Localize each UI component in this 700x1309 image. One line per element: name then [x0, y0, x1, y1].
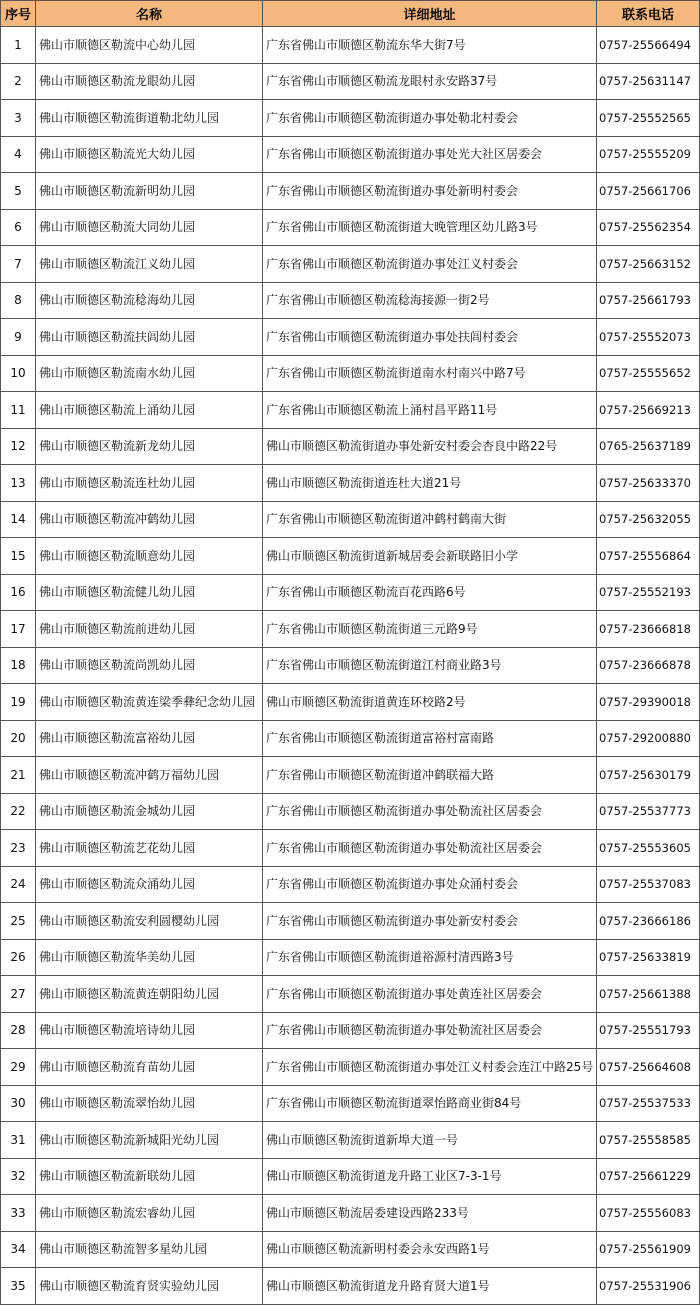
row-seq: 23	[1, 830, 36, 867]
row-address: 广东省佛山市顺德区勒流街道南水村南兴中路7号	[263, 355, 597, 392]
table-body	[1, 27, 700, 1305]
table-row	[1, 173, 700, 210]
table-row	[1, 976, 700, 1013]
row-phone: 0757-23666878	[597, 647, 700, 684]
row-seq: 2	[1, 63, 36, 100]
row-phone: 0757-25630179	[597, 757, 700, 794]
header-row	[1, 1, 700, 27]
row-seq: 30	[1, 1085, 36, 1122]
table-row	[1, 1158, 700, 1195]
row-phone: 0757-25661229	[597, 1158, 700, 1195]
table-row	[1, 355, 700, 392]
row-phone: 0757-25562354	[597, 209, 700, 246]
row-address: 广东省佛山市顺德区勒流街道办事处江义村委会	[263, 246, 597, 283]
row-seq: 7	[1, 246, 36, 283]
table-row	[1, 501, 700, 538]
row-name: 佛山市顺德区勒流健儿幼儿园	[36, 574, 263, 611]
row-seq: 3	[1, 100, 36, 137]
row-address: 佛山市顺德区勒流街道黄连环校路2号	[263, 684, 597, 721]
row-seq: 21	[1, 757, 36, 794]
row-seq: 26	[1, 939, 36, 976]
table-row	[1, 1085, 700, 1122]
row-seq: 19	[1, 684, 36, 721]
table-row	[1, 757, 700, 794]
table-row	[1, 611, 700, 648]
row-name: 佛山市顺德区勒流新龙幼儿园	[36, 428, 263, 465]
row-phone: 0757-25537533	[597, 1085, 700, 1122]
row-seq: 1	[1, 27, 36, 64]
row-seq: 25	[1, 903, 36, 940]
row-seq: 29	[1, 1049, 36, 1086]
row-address: 广东省佛山市顺德区勒流街道江村商业路3号	[263, 647, 597, 684]
table-row	[1, 1195, 700, 1232]
row-name: 佛山市顺德区勒流顺意幼儿园	[36, 538, 263, 575]
row-address: 广东省佛山市顺德区勒流街道冲鹤联福大路	[263, 757, 597, 794]
row-seq: 31	[1, 1122, 36, 1159]
row-address: 佛山市顺德区勒流居委建设西路233号	[263, 1195, 597, 1232]
row-address: 广东省佛山市顺德区勒流街道翠怡路商业街84号	[263, 1085, 597, 1122]
row-address: 广东省佛山市顺德区勒流街道办事处勒北村委会	[263, 100, 597, 137]
row-name: 佛山市顺德区勒流新城阳光幼儿园	[36, 1122, 263, 1159]
row-phone: 0757-25556083	[597, 1195, 700, 1232]
row-address: 广东省佛山市顺德区勒流上涌村昌平路11号	[263, 392, 597, 429]
row-address: 广东省佛山市顺德区勒流街道办事处新安村委会	[263, 903, 597, 940]
row-address: 广东省佛山市顺德区勒流街道办事处众涌村委会	[263, 866, 597, 903]
row-address: 广东省佛山市顺德区勒流龙眼村永安路37号	[263, 63, 597, 100]
row-address: 广东省佛山市顺德区勒流街道办事处勒流社区居委会	[263, 830, 597, 867]
table-row	[1, 903, 700, 940]
row-address: 广东省佛山市顺德区勒流街道办事处勒流社区居委会	[263, 1012, 597, 1049]
table-row	[1, 136, 700, 173]
row-name: 佛山市顺德区勒流光大幼儿园	[36, 136, 263, 173]
row-phone: 0757-25631147	[597, 63, 700, 100]
row-phone: 0757-25556864	[597, 538, 700, 575]
row-name: 佛山市顺德区勒流培诗幼儿园	[36, 1012, 263, 1049]
row-name: 佛山市顺德区勒流众涌幼儿园	[36, 866, 263, 903]
row-seq: 24	[1, 866, 36, 903]
row-name: 佛山市顺德区勒流冲鹤幼儿园	[36, 501, 263, 538]
row-name: 佛山市顺德区勒流金城幼儿园	[36, 793, 263, 830]
row-address: 广东省佛山市顺德区勒流东华大街7号	[263, 27, 597, 64]
row-address: 广东省佛山市顺德区勒流街道办事处江义村委会连江中路25号	[263, 1049, 597, 1086]
table-row	[1, 246, 700, 283]
row-seq: 27	[1, 976, 36, 1013]
row-address: 佛山市顺德区勒流街道连杜大道21号	[263, 465, 597, 502]
row-address: 广东省佛山市顺德区勒流街道三元路9号	[263, 611, 597, 648]
table-row	[1, 793, 700, 830]
table-row	[1, 1049, 700, 1086]
row-phone: 0757-25551793	[597, 1012, 700, 1049]
row-name: 佛山市顺德区勒流江义幼儿园	[36, 246, 263, 283]
row-phone: 0757-25537083	[597, 866, 700, 903]
header-address: 详细地址	[263, 1, 597, 27]
row-name: 佛山市顺德区勒流南水幼儿园	[36, 355, 263, 392]
row-phone: 0757-25552073	[597, 319, 700, 356]
row-seq: 33	[1, 1195, 36, 1232]
row-name: 佛山市顺德区勒流华美幼儿园	[36, 939, 263, 976]
header-seq: 序号	[1, 1, 36, 27]
row-name: 佛山市顺德区勒流艺花幼儿园	[36, 830, 263, 867]
row-seq: 4	[1, 136, 36, 173]
header-name: 名称	[36, 1, 263, 27]
row-seq: 10	[1, 355, 36, 392]
row-address: 广东省佛山市顺德区勒流街道大晚管理区幼儿路3号	[263, 209, 597, 246]
row-address: 佛山市顺德区勒流新明村委会永安西路1号	[263, 1231, 597, 1268]
row-name: 佛山市顺德区勒流龙眼幼儿园	[36, 63, 263, 100]
row-name: 佛山市顺德区勒流黄连梁季彝纪念幼儿园	[36, 684, 263, 721]
row-name: 佛山市顺德区勒流尚凯幼儿园	[36, 647, 263, 684]
row-name: 佛山市顺德区勒流育贤实验幼儿园	[36, 1268, 263, 1305]
row-seq: 9	[1, 319, 36, 356]
table-row	[1, 1012, 700, 1049]
row-phone: 0757-25633370	[597, 465, 700, 502]
row-phone: 0757-29390018	[597, 684, 700, 721]
row-name: 佛山市顺德区勒流新联幼儿园	[36, 1158, 263, 1195]
table-row	[1, 538, 700, 575]
row-phone: 0765-25637189	[597, 428, 700, 465]
table-row	[1, 720, 700, 757]
row-phone: 0757-25664608	[597, 1049, 700, 1086]
row-address: 广东省佛山市顺德区勒流稔海接源一街2号	[263, 282, 597, 319]
row-phone: 0757-25531906	[597, 1268, 700, 1305]
table-row	[1, 1231, 700, 1268]
row-address: 佛山市顺德区勒流街道办事处新安村委会杏良中路22号	[263, 428, 597, 465]
table-row	[1, 684, 700, 721]
row-name: 佛山市顺德区勒流街道勒北幼儿园	[36, 100, 263, 137]
row-seq: 6	[1, 209, 36, 246]
table-row	[1, 939, 700, 976]
row-name: 佛山市顺德区勒流大同幼儿园	[36, 209, 263, 246]
table-row	[1, 465, 700, 502]
row-phone: 0757-29200880	[597, 720, 700, 757]
row-seq: 18	[1, 647, 36, 684]
row-seq: 14	[1, 501, 36, 538]
table-row	[1, 27, 700, 64]
row-name: 佛山市顺德区勒流扶闾幼儿园	[36, 319, 263, 356]
row-phone: 0757-25555652	[597, 355, 700, 392]
row-address: 佛山市顺德区勒流街道新埠大道一号	[263, 1122, 597, 1159]
row-phone: 0757-25537773	[597, 793, 700, 830]
header-phone: 联系电话	[597, 1, 700, 27]
table-row	[1, 428, 700, 465]
row-phone: 0757-23666818	[597, 611, 700, 648]
row-name: 佛山市顺德区勒流上涌幼儿园	[36, 392, 263, 429]
row-phone: 0757-23666186	[597, 903, 700, 940]
row-address: 广东省佛山市顺德区勒流街道冲鹤村鹤南大街	[263, 501, 597, 538]
row-address: 广东省佛山市顺德区勒流百花西路6号	[263, 574, 597, 611]
row-phone: 0757-25661706	[597, 173, 700, 210]
row-seq: 8	[1, 282, 36, 319]
row-address: 广东省佛山市顺德区勒流街道办事处光大社区居委会	[263, 136, 597, 173]
row-seq: 22	[1, 793, 36, 830]
row-phone: 0757-25552565	[597, 100, 700, 137]
row-seq: 20	[1, 720, 36, 757]
row-phone: 0757-25561909	[597, 1231, 700, 1268]
row-seq: 15	[1, 538, 36, 575]
row-name: 佛山市顺德区勒流富裕幼儿园	[36, 720, 263, 757]
table-row	[1, 647, 700, 684]
row-phone: 0757-25632055	[597, 501, 700, 538]
row-address: 佛山市顺德区勒流街道龙升路育贤大道1号	[263, 1268, 597, 1305]
row-address: 广东省佛山市顺德区勒流街道办事处扶闾村委会	[263, 319, 597, 356]
row-seq: 16	[1, 574, 36, 611]
row-address: 广东省佛山市顺德区勒流街道办事处新明村委会	[263, 173, 597, 210]
row-address: 佛山市顺德区勒流街道新城居委会新联路旧小学	[263, 538, 597, 575]
row-phone: 0757-25663152	[597, 246, 700, 283]
table-row	[1, 574, 700, 611]
row-name: 佛山市顺德区勒流育苗幼儿园	[36, 1049, 263, 1086]
row-address: 广东省佛山市顺德区勒流街道办事处勒流社区居委会	[263, 793, 597, 830]
row-phone: 0757-25661388	[597, 976, 700, 1013]
table-row	[1, 392, 700, 429]
table-row	[1, 100, 700, 137]
row-phone: 0757-25555209	[597, 136, 700, 173]
row-phone: 0757-25553605	[597, 830, 700, 867]
row-seq: 12	[1, 428, 36, 465]
row-name: 佛山市顺德区勒流智多星幼儿园	[36, 1231, 263, 1268]
row-name: 佛山市顺德区勒流连杜幼儿园	[36, 465, 263, 502]
row-phone: 0757-25566494	[597, 27, 700, 64]
row-name: 佛山市顺德区勒流稔海幼儿园	[36, 282, 263, 319]
row-name: 佛山市顺德区勒流翠怡幼儿园	[36, 1085, 263, 1122]
row-seq: 5	[1, 173, 36, 210]
row-name: 佛山市顺德区勒流冲鹤万福幼儿园	[36, 757, 263, 794]
table-row	[1, 866, 700, 903]
row-phone: 0757-25669213	[597, 392, 700, 429]
table-row	[1, 282, 700, 319]
row-seq: 17	[1, 611, 36, 648]
table-row	[1, 63, 700, 100]
row-name: 佛山市顺德区勒流黄连朝阳幼儿园	[36, 976, 263, 1013]
table-row	[1, 319, 700, 356]
row-name: 佛山市顺德区勒流前进幼儿园	[36, 611, 263, 648]
row-phone: 0757-25558585	[597, 1122, 700, 1159]
row-name: 佛山市顺德区勒流中心幼儿园	[36, 27, 263, 64]
row-seq: 13	[1, 465, 36, 502]
row-seq: 34	[1, 1231, 36, 1268]
row-seq: 35	[1, 1268, 36, 1305]
row-phone: 0757-25661793	[597, 282, 700, 319]
row-address: 佛山市顺德区勒流街道龙升路工业区7-3-1号	[263, 1158, 597, 1195]
row-phone: 0757-25552193	[597, 574, 700, 611]
row-name: 佛山市顺德区勒流安利圆樱幼儿园	[36, 903, 263, 940]
row-address: 广东省佛山市顺德区勒流街道裕源村清西路3号	[263, 939, 597, 976]
table-row	[1, 1122, 700, 1159]
table-row	[1, 1268, 700, 1305]
table-row	[1, 209, 700, 246]
row-name: 佛山市顺德区勒流新明幼儿园	[36, 173, 263, 210]
row-seq: 28	[1, 1012, 36, 1049]
table-row	[1, 830, 700, 867]
row-address: 广东省佛山市顺德区勒流街道富裕村富南路	[263, 720, 597, 757]
row-seq: 11	[1, 392, 36, 429]
row-address: 广东省佛山市顺德区勒流街道办事处黄连社区居委会	[263, 976, 597, 1013]
row-seq: 32	[1, 1158, 36, 1195]
row-name: 佛山市顺德区勒流宏睿幼儿园	[36, 1195, 263, 1232]
row-phone: 0757-25633819	[597, 939, 700, 976]
